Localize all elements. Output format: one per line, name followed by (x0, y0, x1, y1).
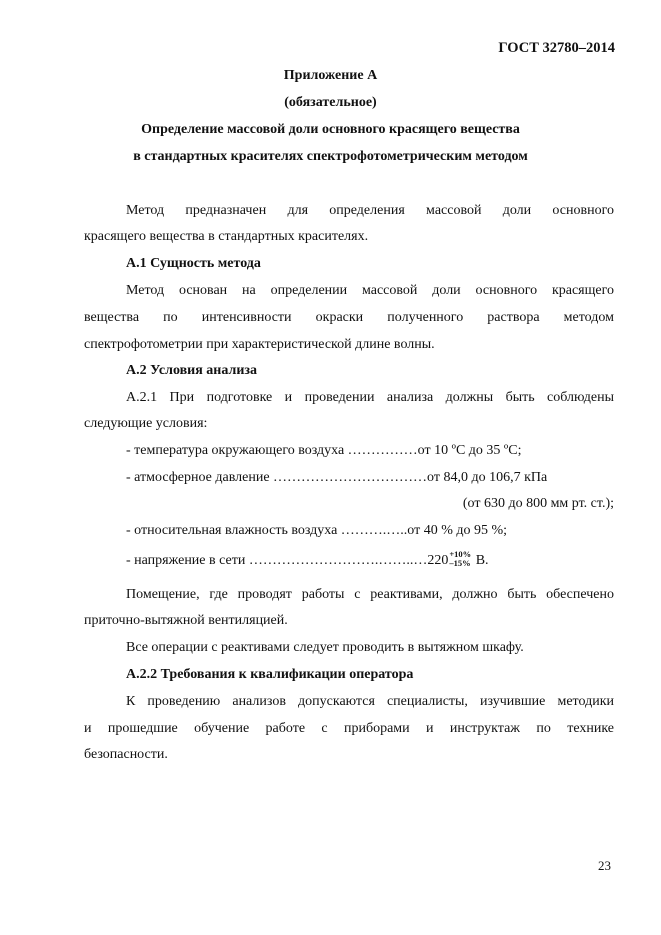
appendix-title: Приложение А (283, 68, 378, 83)
section-a1-line-3: спектрофотометрии при характеристической длине волны. (84, 337, 435, 352)
condition-voltage (126, 549, 489, 570)
voltage-minus: –15% (449, 558, 471, 568)
appendix-heading-line-2: в стандартных красителях спектрофотометрическим методом (133, 149, 528, 164)
section-a22-line-1: К проведению анализов допускаются специалисты, изучившие методики (126, 694, 614, 709)
room-line-2: приточно-вытяжной вентиляцией. (84, 613, 288, 628)
section-a1-line-1: Метод основан на определении массовой доли основного красящего (126, 283, 614, 298)
voltage-suffix: В. (472, 553, 489, 569)
section-a1-title: А.1 Сущность метода (126, 256, 261, 271)
voltage-plus: +10% (449, 549, 472, 559)
voltage-tolerance (449, 550, 471, 568)
section-a2-title: А.2 Условия анализа (126, 363, 258, 378)
section-a22-line-2: и прошедшие обучение работе с приборами и инструктаж по технике (84, 721, 614, 736)
appendix-status: (обязательное) (284, 95, 377, 110)
room-line-1: Помещение, где проводят работы с реактивами, должно быть обеспечено (126, 587, 614, 602)
section-a22-title: А.2.2 Требования к квалификации оператора (126, 667, 414, 682)
intro-line-2: красящего вещества в стандартных красителях. (84, 229, 369, 244)
voltage-prefix: - напряжение в сети ……………………….……..…220 (126, 553, 449, 569)
condition-pressure-mm: (от 630 до 800 мм рт. ст.); (462, 496, 614, 511)
section-a1-line-2: вещества по интенсивности окраски полученного раствора методом (84, 310, 614, 325)
intro-line-1: Метод предназначен для определения массовой доли основного (126, 203, 614, 218)
condition-temperature: - температура окружающего воздуха ……………от 10 ºС до 35 ºС; (126, 443, 522, 458)
section-a22-line-3: безопасности. (84, 747, 168, 762)
section-a21-line-2: следующие условия: (84, 416, 208, 431)
condition-pressure: - атмосферное давление ……………………………от 84,0 до 106,7 кПа (126, 470, 548, 485)
section-a21-line-1: А.2.1 При подготовке и проведении анализа должны быть соблюдены (126, 390, 614, 405)
standard-number: ГОСТ 32780–2014 (498, 40, 615, 56)
condition-humidity: - относительная влажность воздуха ……….…..от 40 % до 95 %; (126, 523, 508, 538)
page-number: 23 (598, 858, 611, 873)
fume-hood-line: Все операции с реактивами следует проводить в вытяжном шкафу. (126, 640, 524, 655)
appendix-heading-line-1: Определение массовой доли основного красящего вещества (141, 122, 520, 137)
